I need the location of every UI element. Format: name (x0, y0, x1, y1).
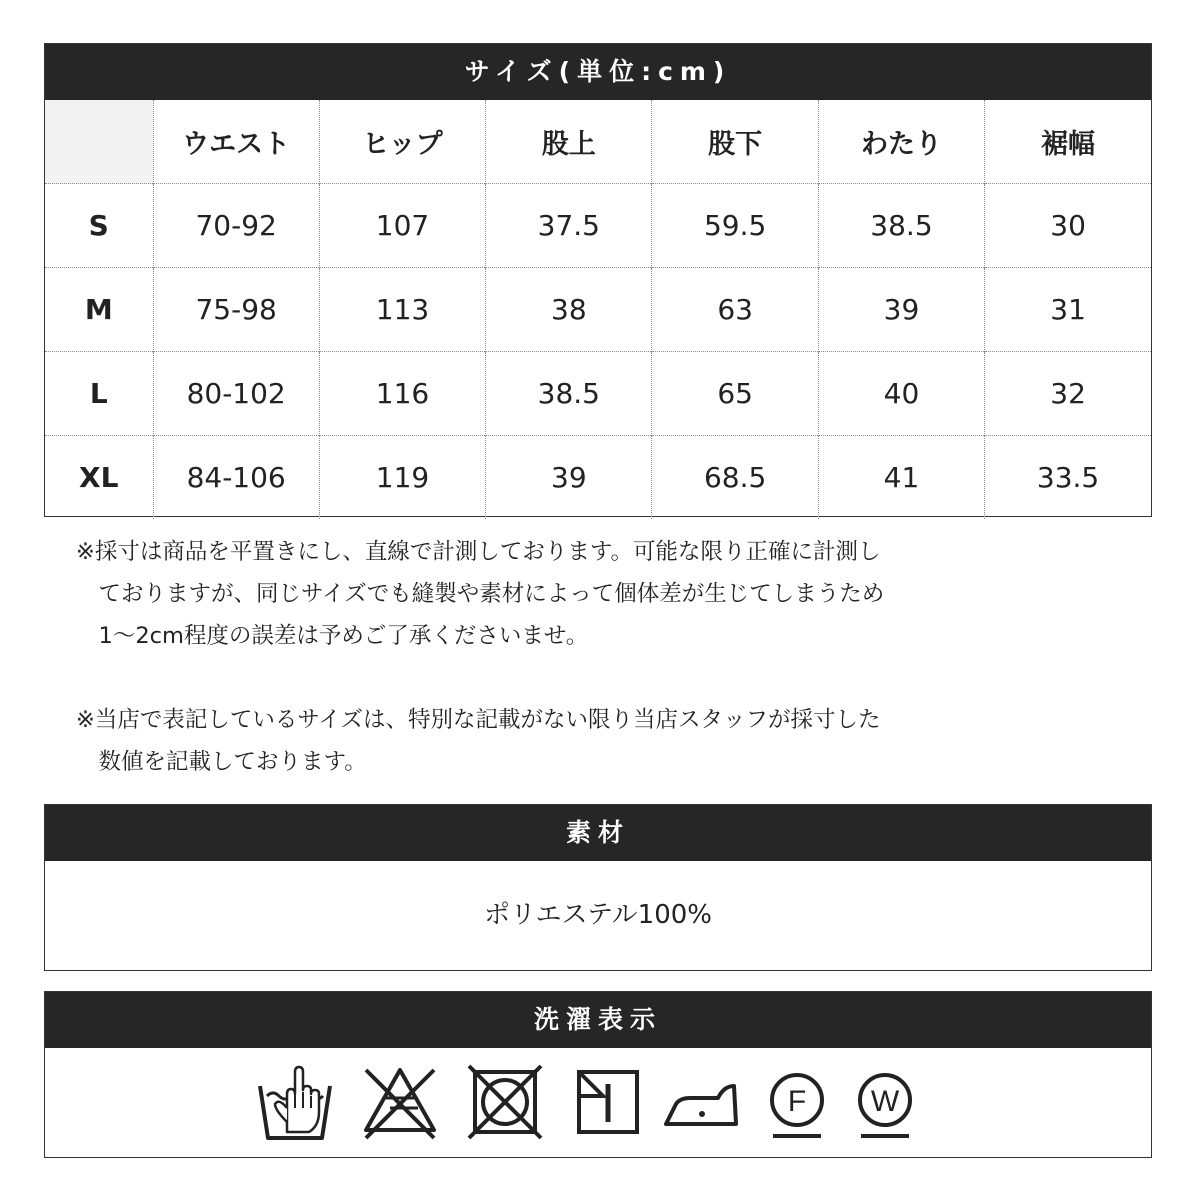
table-cell: 39 (818, 268, 984, 352)
table-cell: 59.5 (652, 184, 818, 268)
table-cell: 40 (818, 352, 984, 436)
table-cell: 107 (319, 184, 485, 268)
material-content: ポリエステル100% (484, 900, 712, 930)
table-cell: 39 (486, 436, 652, 520)
table-cell: 70-92 (153, 184, 319, 268)
line-dry-shade-icon (572, 1064, 648, 1142)
table-cell: 116 (319, 352, 485, 436)
dry-clean-f-icon (767, 1064, 827, 1142)
care-icons-row (45, 1048, 1151, 1157)
table-cell: 84-106 (153, 436, 319, 520)
size-table-section (44, 43, 1152, 517)
table-cell: 119 (319, 436, 485, 520)
wet-clean-w-icon (855, 1064, 915, 1142)
table-row (45, 436, 1151, 520)
table-cell: 30 (985, 184, 1151, 268)
note-line: ※採寸は商品を平置きにし、直線で計測しております。可能な限り正確に計測し (76, 539, 881, 565)
table-row (45, 268, 1151, 352)
column-header-waist: ウエスト (153, 100, 319, 184)
low-iron-icon (662, 1064, 742, 1142)
note-line: ※当店で表記しているサイズは、特別な記載がない限り当店スタッフが採寸した (76, 707, 881, 733)
care-section-title: 洗濯表示 (45, 992, 1151, 1048)
table-cell: 65 (652, 352, 818, 436)
size-section-title: サイズ(単位:cm) (45, 44, 1151, 100)
no-tumble-dry-icon (467, 1064, 543, 1142)
note-line: 数値を記載しております。 (76, 749, 367, 775)
no-bleach-icon (362, 1064, 438, 1142)
dry-clean-letter: F (787, 1085, 807, 1118)
size-table-header-row (45, 100, 1151, 184)
size-label: L (45, 352, 153, 436)
table-cell: 38.5 (818, 184, 984, 268)
table-row (45, 184, 1151, 268)
note-line: 1～2cm程度の誤差は予めご了承くださいませ。 (76, 623, 589, 649)
hand-wash-icon (257, 1064, 333, 1142)
wet-clean-letter: W (870, 1085, 900, 1118)
table-cell: 33.5 (985, 436, 1151, 520)
table-cell: 41 (818, 436, 984, 520)
table-cell: 32 (985, 352, 1151, 436)
material-section-title: 素材 (45, 805, 1151, 861)
note-line: ておりますが、同じサイズでも縫製や素材によって個体差が生じてしまうため (76, 581, 885, 607)
table-cell: 31 (985, 268, 1151, 352)
care-section (44, 991, 1152, 1158)
column-header-rise: 股上 (486, 100, 652, 184)
column-header-inseam: 股下 (652, 100, 818, 184)
material-section (44, 804, 1152, 971)
size-label: XL (45, 436, 153, 520)
table-cell: 37.5 (486, 184, 652, 268)
column-header-thigh: わたり (818, 100, 984, 184)
size-table (45, 100, 1151, 519)
size-label: S (45, 184, 153, 268)
table-cell: 38.5 (486, 352, 652, 436)
table-row (45, 352, 1151, 436)
table-cell: 63 (652, 268, 818, 352)
table-cell: 68.5 (652, 436, 818, 520)
table-cell: 80-102 (153, 352, 319, 436)
table-cell: 75-98 (153, 268, 319, 352)
size-label: M (45, 268, 153, 352)
table-corner-cell (45, 100, 153, 184)
column-header-hem-width: 裾幅 (985, 100, 1151, 184)
measurement-notes (76, 531, 1056, 783)
table-cell: 38 (486, 268, 652, 352)
column-header-hip: ヒップ (319, 100, 485, 184)
table-cell: 113 (319, 268, 485, 352)
